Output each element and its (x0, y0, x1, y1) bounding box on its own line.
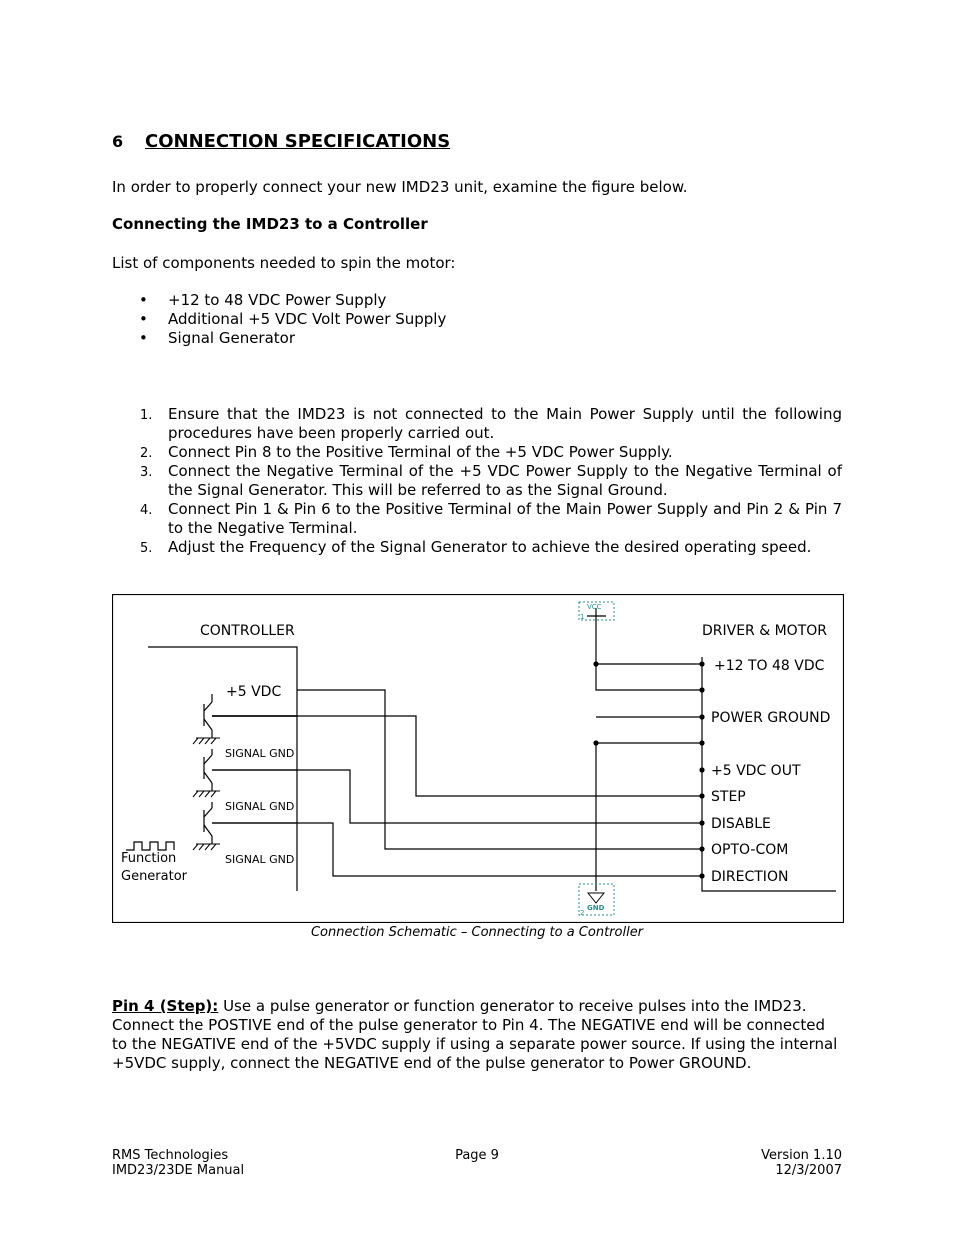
footer-company: RMS Technologies (112, 1148, 229, 1163)
pin-label: DIRECTION (711, 869, 789, 885)
footer-manual: IMD23/23DE Manual (112, 1163, 245, 1178)
section-number: 6 (112, 132, 124, 151)
plus5-label: +5 VDC (226, 684, 282, 700)
list-item: • Additional +5 VDC Volt Power Supply (139, 310, 447, 328)
pin4-label: Pin 4 (Step): (112, 997, 219, 1015)
step-number: 1. (140, 408, 153, 423)
list-item: • Signal Generator (139, 329, 296, 347)
bullet-icon: • (139, 329, 148, 347)
section-title: CONNECTION SPECIFICATIONS (145, 131, 451, 152)
list-item: • +12 to 48 VDC Power Supply (139, 291, 387, 309)
vcc-pin: 1 (580, 613, 585, 621)
components-intro: List of components needed to spin the motor: (112, 254, 456, 272)
footer-date: 12/3/2007 (775, 1163, 842, 1178)
pin-label: OPTO-COM (711, 842, 789, 858)
list-item: 5. Adjust the Frequency of the Signal Generator to achieve the desired operating speed. (140, 538, 812, 556)
connection-schematic (112, 594, 844, 923)
subheading: Connecting the IMD23 to a Controller (112, 215, 428, 233)
pin4-text: Use a pulse generator or function generator to receive pulses into the IMD23. Connect the POSTIVE end of the pulse generator to Pin 4. The NEGATIVE end will be connected to the NEGATIVE end of the +5VDC supply if using a separate power source. If using the internal +5VDC supply, connect the NEGATIVE end of the pulse generator to Power GROUND. (112, 997, 838, 1072)
footer-version: Version 1.10 (761, 1148, 842, 1163)
list-item: 4. Connect Pin 1 & Pin 6 to the Positive Terminal of the Main Power Supply and Pin 2 & Pin 7 to the Negative Terminal. (140, 500, 842, 537)
figure-caption: Connection Schematic – Connecting to a Controller (310, 925, 644, 940)
list-item: 3. Connect the Negative Terminal of the +5 VDC Power Supply to the Negative Terminal of the Signal Generator. This will be referred to as the Signal Ground. (140, 462, 842, 499)
generator-label: Generator (121, 869, 188, 884)
list-item: 1. Ensure that the IMD23 is not connected to the Main Power Supply until the following procedures have been properly carried out. (140, 405, 842, 442)
pin4-paragraph (112, 997, 842, 1073)
components-list (112, 291, 842, 348)
list-item: 2. Connect Pin 8 to the Positive Terminal of the +5 VDC Power Supply. (140, 443, 673, 461)
pin-label: +12 TO 48 VDC (714, 658, 825, 674)
bullet-icon: • (139, 310, 148, 328)
pin-label: STEP (711, 789, 746, 805)
bullet-icon: • (139, 291, 148, 309)
footer-page: Page 9 (455, 1148, 499, 1163)
signal-gnd-label-2: SIGNAL GND (225, 800, 295, 813)
section-heading (112, 131, 450, 153)
driver-label: DRIVER & MOTOR (702, 623, 828, 639)
function-label: Function (121, 851, 177, 866)
steps-list (112, 405, 842, 557)
step-number: 3. (140, 465, 153, 480)
signal-gnd-label-1: SIGNAL GND (225, 747, 295, 760)
pin-label: POWER GROUND (711, 710, 831, 726)
controller-label: CONTROLLER (200, 623, 295, 639)
signal-gnd-label-3: SIGNAL GND (225, 853, 295, 866)
pin-label: +5 VDC OUT (711, 763, 801, 779)
gnd-label: GND (587, 904, 605, 912)
intro-paragraph: In order to properly connect your new IMD23 unit, examine the figure below. (112, 178, 688, 196)
gnd-pin: 2 (580, 909, 585, 917)
step-number: 5. (140, 541, 153, 556)
pin-label: DISABLE (711, 816, 771, 832)
step-number: 4. (140, 503, 153, 518)
footer-right (761, 1148, 842, 1178)
step-number: 2. (140, 446, 153, 461)
vcc-label: VCC (587, 603, 602, 611)
